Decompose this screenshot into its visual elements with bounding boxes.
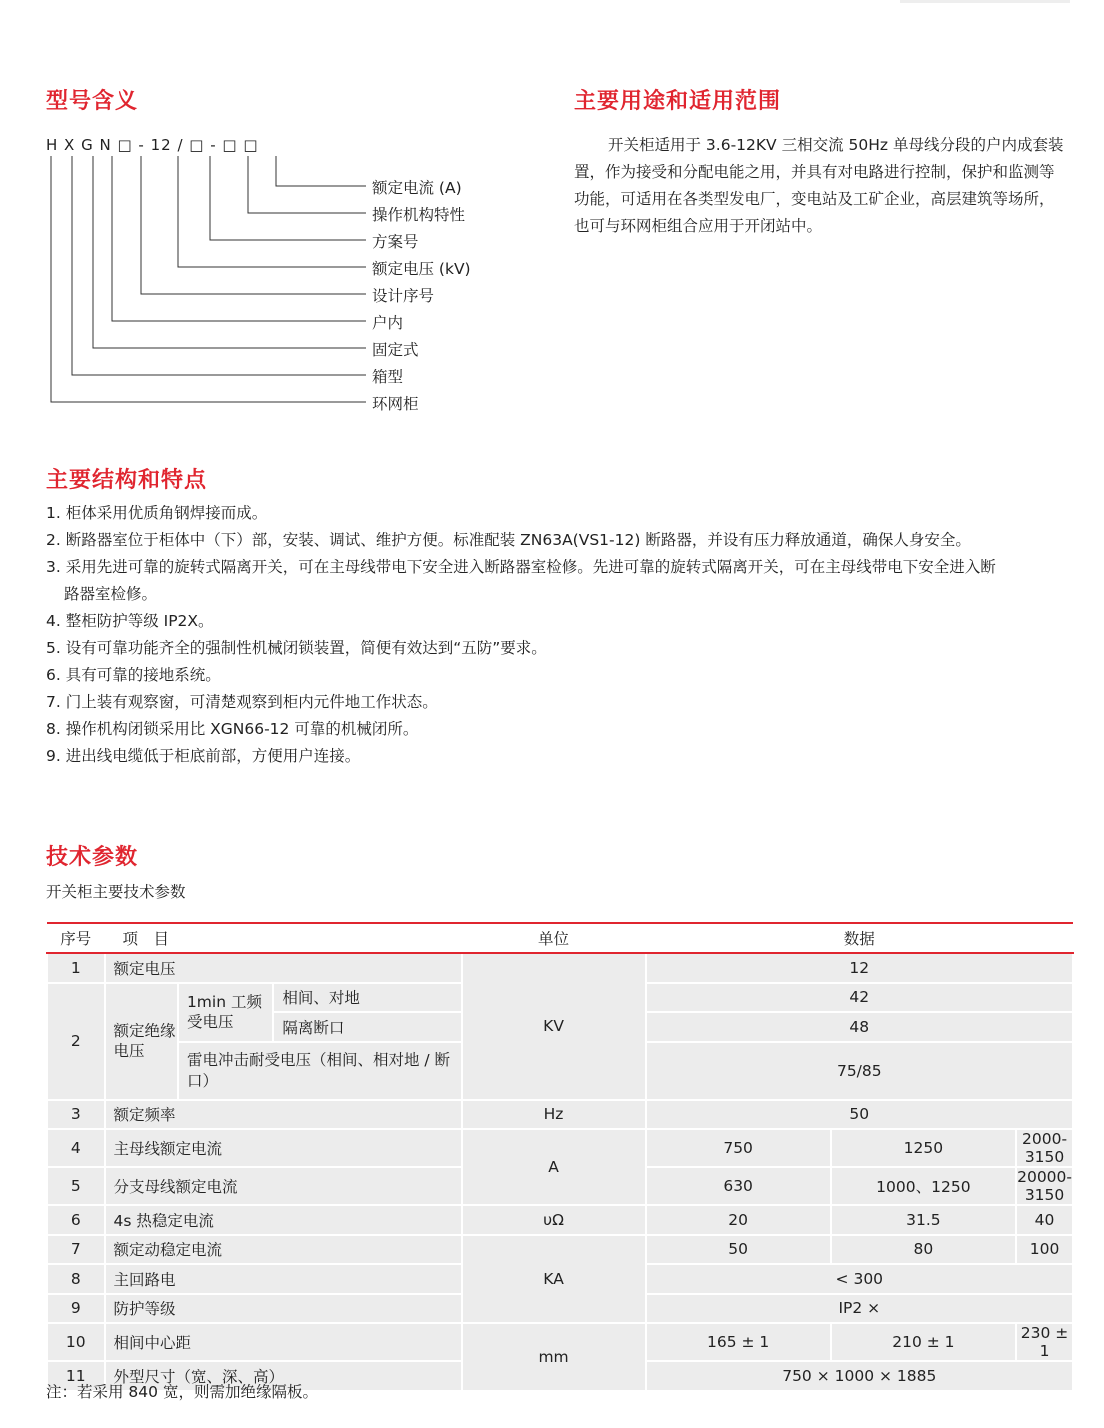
table-row: 2 额定绝缘电压 1min 工频受电压 相间、对地 42 (47, 983, 1073, 1013)
header-item: 项 目 (105, 923, 462, 953)
table-row: 1 额定电压 KV 12 (47, 953, 1073, 983)
unit-ka: KA (462, 1235, 646, 1324)
feature-item-cont: 路器室检修。 (64, 585, 158, 603)
label-scheme-no: 方案号 (372, 233, 419, 251)
unit-kv: KV (462, 953, 646, 1100)
model-code: H X G N □ - 12 / □ - □ □ (46, 136, 259, 154)
feature-item: 2. 断路器室位于柜体中（下）部，安装、调试、维护方便。标准配装 ZN63A(VS1-12) 断路器，并设有压力释放通道，确保人身安全。 (46, 531, 971, 549)
table-row: 隔离断口 48 (47, 1012, 1073, 1042)
label-operating-mechanism: 操作机构特性 (372, 206, 466, 224)
label-indoor: 户内 (372, 314, 404, 332)
label-rated-current: 额定电流 (A) (372, 179, 462, 197)
feature-item: 6. 具有可靠的接地系统。 (46, 666, 221, 684)
spec-table (46, 922, 1074, 1392)
table-subtitle: 开关柜主要技术参数 (46, 883, 186, 901)
footnote: 注：若采用 840 宽，则需加绝缘隔板。 (46, 1383, 318, 1401)
usage-text: 开关柜适用于 3.6-12KV 三相交流 50Hz 单母线分段的户内成套装置，作为接受和分配电能之用，并具有对电路进行控制，保护和监测等功能，可适用在各类型发电厂，变电站及工矿企业，高层建筑等场所，也可与环网柜组合应用于开闭站中。 (574, 136, 1064, 235)
feature-item: 8. 操作机构闭锁采用比 XGN66-12 可靠的机械闭所。 (46, 720, 419, 738)
table-row: 5 分支母线额定电流 630 1000、1250 20000-3150 (47, 1167, 1073, 1205)
table-row: 雷电冲击耐受电压（相间、相对地 / 断口） 75/85 (47, 1042, 1073, 1100)
label-box: 箱型 (372, 368, 404, 386)
header-no: 序号 (47, 923, 105, 953)
structure-title: 主要结构和特点 (46, 468, 208, 493)
feature-item: 1. 柜体采用优质角钢焊接而成。 (46, 504, 268, 522)
table-row: 11 外型尺寸（宽、深、高） 750 × 1000 × 1885 (47, 1361, 1073, 1391)
table-row: 7 额定动稳定电流 KA 50 80 100 (47, 1235, 1073, 1265)
feature-item: 9. 进出线电缆低于柜底前部，方便用户连接。 (46, 747, 361, 765)
feature-item: 5. 设有可靠功能齐全的强制性机械闭锁装置，简便有效达到“五防”要求。 (46, 639, 547, 657)
feature-item: 4. 整柜防护等级 IP2X。 (46, 612, 214, 630)
table-header-row (47, 923, 1073, 953)
label-ring-main: 环网柜 (372, 395, 419, 413)
unit-mm: mm (462, 1323, 646, 1391)
label-fixed: 固定式 (372, 341, 419, 359)
table-row: 4 主母线额定电流 A 750 1250 2000-3150 (47, 1129, 1073, 1167)
feature-list (46, 500, 1086, 770)
table-row: 10 相间中心距 mm 165 ± 1 210 ± 1 230 ± 1 (47, 1323, 1073, 1361)
label-rated-voltage: 额定电压 (kV) (372, 260, 471, 278)
model-diagram-lines (0, 150, 380, 410)
table-row: 9 防护等级 IP2 × (47, 1294, 1073, 1324)
feature-item: 3. 采用先进可靠的旋转式隔离开关，可在主母线带电下安全进入断路器室检修。先进可靠的旋转式隔离开关，可在主母线带电下安全进入断 (46, 558, 996, 576)
table-row: 8 主回路电 < 300 (47, 1264, 1073, 1294)
header-data: 数据 (646, 923, 1073, 953)
header-unit: 单位 (462, 923, 646, 953)
table-row: 3 额定频率 Hz 50 (47, 1100, 1073, 1130)
table-row: 6 4s 热稳定电流 υΩ 20 31.5 40 (47, 1205, 1073, 1235)
usage-title: 主要用途和适用范围 (574, 89, 782, 114)
feature-item: 7. 门上装有观察窗，可清楚观察到柜内元件地工作状态。 (46, 693, 438, 711)
label-design-no: 设计序号 (372, 287, 435, 305)
model-meaning-title: 型号含义 (46, 89, 139, 114)
unit-a: A (462, 1129, 646, 1205)
tech-title: 技术参数 (46, 845, 139, 870)
top-decor-line (900, 0, 1070, 3)
